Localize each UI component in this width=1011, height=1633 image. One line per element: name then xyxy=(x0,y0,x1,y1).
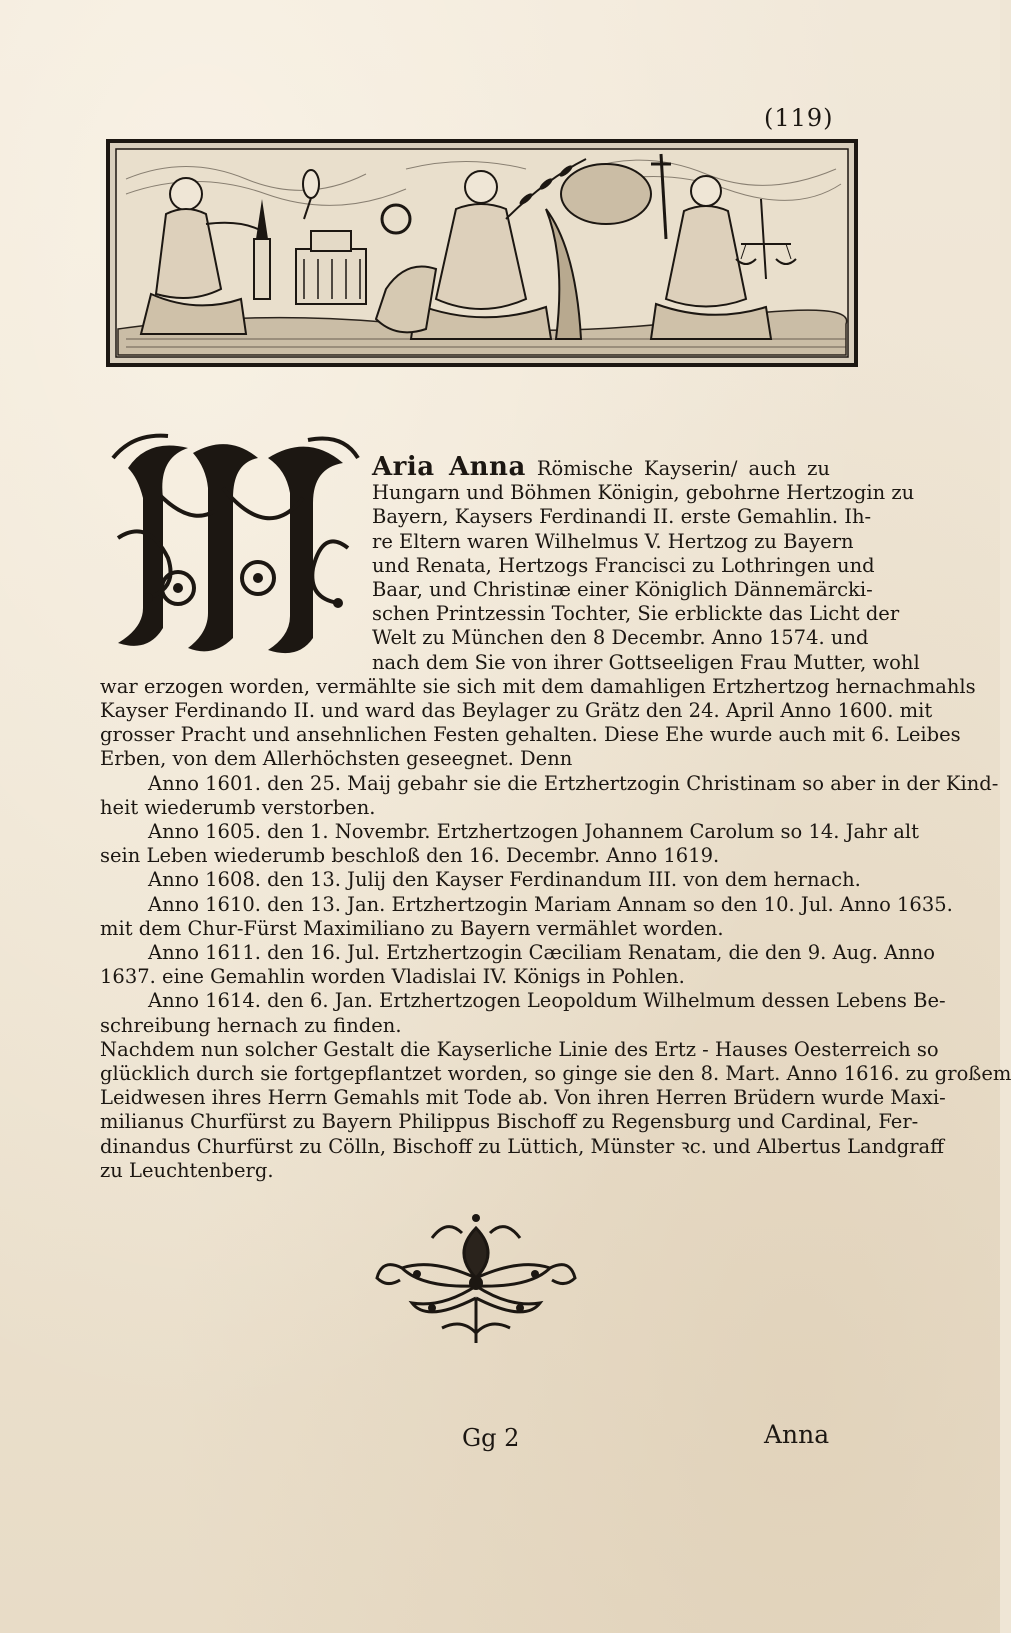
text-line: Anno 1610. den 13. Jan. Ertzhertzogin Mariam Annam so den 10. Jul. Anno 1635. xyxy=(148,892,953,916)
text-line: Welt zu München den 8 Decembr. Anno 1574. und xyxy=(372,626,869,650)
text-line: milianus Churfürst zu Bayern Philippus Bischoff zu Regensburg und Cardinal, Fer- xyxy=(100,1110,919,1134)
signature-mark: Gg 2 xyxy=(462,1424,520,1452)
text-line: Nachdem nun solcher Gestalt die Kayserliche Linie des Ertz - Hauses Oesterreich so xyxy=(100,1037,939,1061)
text-line: war erzogen worden, vermählte sie sich mit dem damahligen Ertzhertzog hernachmahls xyxy=(100,674,976,698)
text-line: dinandus Churfürst zu Cölln, Bischoff zu Lüttich, Münster ꝛc. und Albertus Landgraff xyxy=(100,1134,945,1158)
text-line: Bayern, Kaysers Ferdinandi II. erste Gemahlin. Ih- xyxy=(372,505,872,529)
text-line: schen Printzessin Tochter, Sie erblickte das Licht der xyxy=(372,602,900,626)
text-line: Anno 1611. den 16. Jul. Ertzhertzogin Cæciliam Renatam, die den 9. Aug. Anno xyxy=(148,941,936,965)
text-line: Baar, und Christinæ einer Königlich Dännemärcki- xyxy=(372,578,873,602)
text-line: Erben, von dem Allerhöchsten geseegnet. Denn xyxy=(100,747,573,771)
opening-words: Aria Anna xyxy=(372,452,526,482)
text-line: Anno 1608. den 13. Julij den Kayser Ferdinandum III. von dem hernach. xyxy=(148,868,861,892)
text-line: mit dem Chur-Fürst Maximiliano zu Bayern vermählet worden. xyxy=(100,916,724,940)
text-line: Kayser Ferdinando II. und ward das Beylager zu Grätz den 24. April Anno 1600. mit xyxy=(100,699,933,723)
text-line: heit wiederumb verstorben. xyxy=(100,795,376,819)
catchword: Anna xyxy=(764,1420,830,1449)
text-line: zu Leuchtenberg. xyxy=(100,1158,274,1182)
main-text xyxy=(100,452,1011,1183)
text-line: sein Leben wiederumb beschloß den 16. Decembr. Anno 1619. xyxy=(100,844,720,868)
text-line: Anno 1601. den 25. Maij gebahr sie die Ertzhertzogin Christinam so aber in der Kind- xyxy=(148,771,999,795)
text-line: Leidwesen ihres Herrn Gemahls mit Tode ab. Von ihren Herren Brüdern wurde Maxi- xyxy=(100,1086,946,1110)
text-line: Anno 1614. den 6. Jan. Ertzhertzogen Leopoldum Wilhelmum dessen Lebens Be- xyxy=(148,989,946,1013)
text-line: 1637. eine Gemahlin worden Vladislai IV. Königs in Pohlen. xyxy=(100,965,685,989)
woodcut-banner-icon xyxy=(106,139,858,367)
page-number: (119) xyxy=(764,104,834,132)
text-line: und Renata, Hertzogs Francisci zu Lothringen und xyxy=(372,553,875,577)
text-line: glücklich durch sie fortgepflantzet worden, so ginge sie den 8. Mart. Anno 1616. zu großem xyxy=(100,1062,1011,1086)
text-line: nach dem Sie von ihrer Gottseeligen Frau Mutter, wohl xyxy=(372,650,920,674)
text-line: schreibung hernach zu finden. xyxy=(100,1013,402,1037)
text-line: re Eltern waren Wilhelmus V. Hertzog zu Bayern xyxy=(372,529,854,553)
text-line: grosser Pracht und ansehnlichen Festen gehalten. Diese Ehe wurde auch mit 6. Leibes xyxy=(100,723,961,747)
text-line: Hungarn und Böhmen Königin, gebohrne Hertzogin zu xyxy=(372,481,915,505)
text-line: Anno 1605. den 1. Novembr. Ertzhertzogen Johannem Carolum so 14. Jahr alt xyxy=(148,820,919,844)
floral-tailpiece-icon xyxy=(372,1208,580,1350)
text-line: Aria Anna Römische Kayserin/ auch zu xyxy=(372,452,830,482)
